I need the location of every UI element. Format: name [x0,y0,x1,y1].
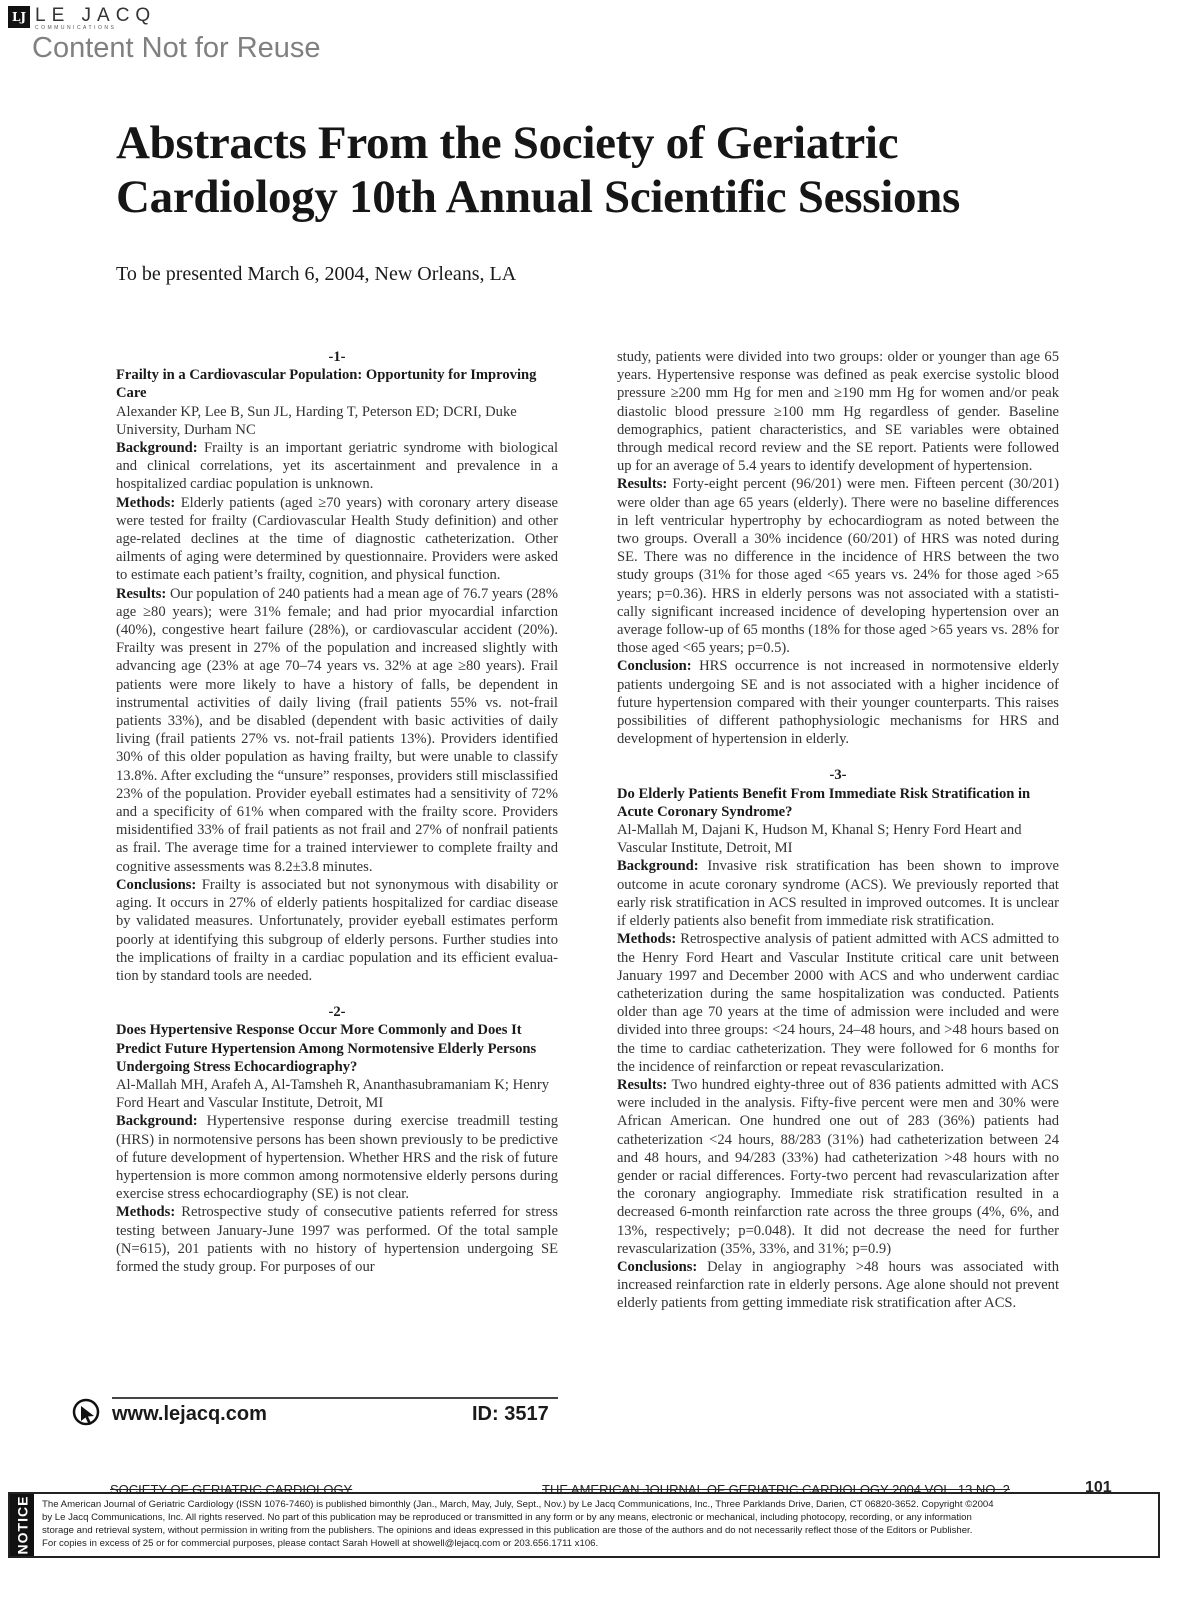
section-label: Methods: [617,931,677,948]
section-text: Elderly patients (aged ≥70 years) with coronary artery disease were tested for frailty (Cardiovascular Health Study definition) and other age-related declines at the time of diagnostic catheterization. Other ailments of aging were determined by questionnaire. Providers were asked to estimate each patient’s frailty, cognition, and physical function. [116,494,558,584]
abstract-methods [116,494,558,585]
footer-journal: THE AMERICAN JOURNAL OF GERIATRIC CARDIOLOGY 2004 VOL. 13 NO. 2 [542,1482,1010,1497]
notice-line: The American Journal of Geriatric Cardiology (ISSN 1076-7460) is published bimonthly (Jan., March, May, July, Sept., Nov.) by Le Jacq Communications, Inc., Three Parklands Drive, Darien, CT 06820-3652. Copyright ©2004 [42,1499,994,1510]
abstract-methods [116,1203,558,1276]
abstract-2 [116,1003,558,1276]
abstract-title: Does Hypertensive Response Occur More Commonly and Does It Predict Future Hypertension Among Normotensive Elderly Persons Undergoing Stress Echocardiography? [116,1022,537,1075]
section-label: Results: [617,476,668,493]
abstract-conclusions [116,876,558,985]
abstract-background [116,439,558,494]
abstract-results [617,1076,1059,1258]
publisher-subtitle: COMMUNICATIONS [35,25,117,31]
page-title: Abstracts From the Society of Geriatric Cardiology 10th Annual Scientific Sessions [116,117,960,223]
website-link[interactable]: www.lejacq.com [112,1403,267,1425]
watermark: Content Not for Reuse [32,32,321,64]
section-label: Conclusion: [617,658,692,675]
section-text: Retrospective analysis of patient admitted with ACS admitted to the Henry Ford Heart and Vascular Institute critical care unit between January 1997 and December 2000 with ACS and who underwent cardiac catheterization during the same hospitalization was conducted. Patients older than age 70 years at the time of admission were included and were divided into three groups: <24 hours, 24–48 hours, and >48 hours based on the time to cardiac catheterization. They were followed for 6 months for the incidence of reinfarction or repeat revascularization. [617,931,1059,1075]
publisher-logo-mark: LJ [8,6,30,28]
section-label: Conclusions: [116,876,197,893]
section-text: Delay in angiography >48 hours was associated with increased reinfarction rate in elderly persons. Age alone should not prevent elderly patients from getting immediate risk stratification after ACS. [617,1258,1059,1312]
document-id: ID: 3517 [472,1403,549,1425]
section-label: Methods: [116,1204,176,1221]
notice-text [34,1494,1000,1556]
abstract-number: -1- [328,349,346,365]
abstract-title: Do Elderly Patients Benefit From Immediate Risk Stratification in Acute Coronary Syndrome? [617,785,1031,820]
section-text: Forty-eight percent (96/201) were men. Fifteen percent (30/201) were older than age 65 years (elderly). There were no baseline differences in left ventricular hypertrophy by echocardiogram as noted between the two groups. Overall a 30% incidence (60/201) of HRS was noted during SE. There was no difference in the incidence of HRS between the two study groups (31% for those aged <65 years vs. 24% for those aged >65 years; p=0.36). HRS in elderly persons was not associated with a statistically significant increased incidence of developing hypertension over an average follow-up of 65 months (18% for those aged >65 years vs. 28% for those aged <65 years; p=0.5). [617,476,1059,657]
copyright-notice [8,1492,1160,1558]
abstract-background [617,857,1059,930]
section-label: Background: [116,440,198,457]
abstract-conclusions [617,1258,1059,1313]
publisher-name: LE JACQ [35,5,157,26]
notice-label: NOTICE [14,1495,31,1555]
abstract-background [116,1112,558,1203]
abstract-results [116,585,558,876]
section-text: Frailty is associated but not synonymous with disability or aging. It occurs in 27% of elderly patients hospitalized for cardiac disease by validated measures. Unfortunately, provider eyeball estimates perform poorly at identifying this subgroup of elderly persons. Further studies into the implications of frailty in a cardiac population and its efficient evaluation by standard tools are needed. [116,876,558,984]
footer-society: SOCIETY OF GERIATRIC CARDIOLOGY [110,1482,353,1497]
section-label: Results: [116,585,167,602]
abstract-1 [116,348,558,985]
section-label: Results: [617,1076,668,1093]
section-label: Conclusions: [617,1258,698,1275]
abstract-number: -3- [829,767,847,784]
section-text: Hypertensive response during exercise treadmill testing (HRS) in normotensive persons has been shown previously to be predictive of future development of hypertension. Whether HRS and the risk of future hypertension is more common among normotensive elderly persons during exercise stress echocardiography (SE) is not clear. [116,1113,558,1203]
page-subtitle: To be presented March 6, 2004, New Orleans, LA [116,263,517,285]
abstract-3 [617,766,1059,1312]
section-text: HRS occurrence is not increased in normotensive elderly patients undergoing SE and is not associated with a higher incidence of future hypertension compared with their younger counterparts. This raises possibilities of different pathophysiologic mechanisms for HRS and development of hypertension in elderly. [617,658,1059,748]
abstract-title: Frailty in a Cardiovascular Population: Opportunity for Improving Care [116,367,537,402]
notice-line: by Le Jacq Communications, Inc. All rights reserved. No part of this publication may be reproduced or transmitted in any form or by any means, electronic or mechanical, including photocopy, recording, or any information [42,1512,972,1523]
section-text: Two hundred eighty-three out of 836 patients admitted with ACS were included in the analysis. Fifty-five percent were men and 30% were African American. One hundred one out of 283 (36%) patients had catheterization <24 hours, 88/283 (31%) had catheterization between 24 and 48 hours, and 94/283 (33%) had catheterization >48 hours with no gender or racial differences. Forty-two percent had revascularization after the coronary angiography. Immediate risk stratification resulted in a decreased 6-month reinfarction rate across the three groups (4%, 6%, and 13%, respectively; p=0.048). It did not decrease the need for further revascularization (35%, 33%, and 31%; p=0.9) [617,1076,1059,1257]
abstract-results [617,475,1059,657]
publisher-logo [8,6,156,31]
section-label: Background: [116,1113,198,1130]
notice-line: For copies in excess of 25 or for commercial purposes, please contact Sarah Howell at showell@lejacq.com or 203.656.1711 x106. [42,1538,599,1549]
section-text: Frailty is an important geriatric syndrome with biological and clinical correlations, yet its ascertainment and prevalence in a hospitalized cardiac population is unknown. [116,440,558,493]
left-column [116,348,558,1276]
abstract-conclusion [617,657,1059,748]
page-number: 101 [1085,1479,1112,1496]
section-text: Our population of 240 patients had a mean age of 76.7 years (28% age ≥80 years); were 31% female; and had prior myocardial infarction (40%), congestive heart failure (28%), or cardiovascular accident (20%). Frailty was present in 27% of the population and increased slightly with advancing age (23% at age 70–74 years vs. 32% at age ≥80 years). Frail patients were more likely to have a history of falls, be dependent in instrumental activities of daily living (frail patients 55% vs. not-frail patients 33%), and be disabled (dependent with basic activities of daily living (frail patients 27% vs. not-frail patients 13%). Providers identified 30% of this older population as having frailty, but were unable to classify 13.8%. After excluding the “unsure” responses, providers still misclassified 23% of the population. Provider eyeball estimates had a sensitivity of 72% and a specificity of 61% when compared with the frailty score. Providers misidentified 33% of frail patients as not frail and 27% of nonfrail patients as frail. The average time for a trained interviewer to complete frailty and cognitive assessments was 8.2±3.8 minutes. [116,585,558,875]
abstract-authors: Alexander KP, Lee B, Sun JL, Harding T, Peterson ED; DCRI, Duke University, Durham NC [116,403,517,438]
notice-tab [10,1494,34,1556]
abstract-2-continued [617,348,1059,748]
site-banner-rule [112,1397,558,1399]
abstract-authors: Al-Mallah MH, Arafeh A, Al-Tamsheh R, Ananthasubramaniam K; Henry Ford Heart and Vascular Institute, Detroit, MI [116,1076,550,1112]
section-text: Retrospective study of consecutive patients referred for stress testing between January-June 1997 was performed. Of the total sample (N=615), 201 patients with no history of hypertension undergoing SE formed the study group. For purposes of our [116,1204,558,1275]
abstract-methods [617,930,1059,1076]
section-text: Invasive risk stratification has been shown to improve outcome in acute coronary syndrome (ACS). We previously reported that early risk stratification in ACS resulted in improved outcomes. It is unclear if elderly patients also benefit from immediate risk stratification. [617,858,1059,930]
abstract-authors: Al-Mallah M, Dajani K, Hudson M, Khanal S; Henry Ford Heart and Vascular Institute, Detroit, MI [617,822,1022,857]
section-label: Background: [617,858,699,875]
section-label: Methods: [116,494,176,511]
abstract-methods-continued: study, patients were divided into two groups: older or younger than age 65 years. Hypertensive response was defined as peak exercise systolic blood pressure ≥200 mm Hg for men and ≥190 mm Hg for women and/or peak diastolic blood pressure ≥100 mm Hg regardless of gender. Baseline demographics, patient characteristics, and SE variables were obtained through medical record review and the SE report. Patients were followed up for an average of 5.4 years to identify development of hypertension. [617,349,1059,475]
right-column [617,348,1059,1313]
notice-line: storage and retrieval system, without permission in writing from the publishers. The opinions and ideas expressed in this publication are those of the authors and do not necessarily reflect those of the Editors or Publisher. [42,1525,973,1536]
cursor-click-icon [72,1398,102,1428]
abstract-number: -2- [328,1004,346,1021]
